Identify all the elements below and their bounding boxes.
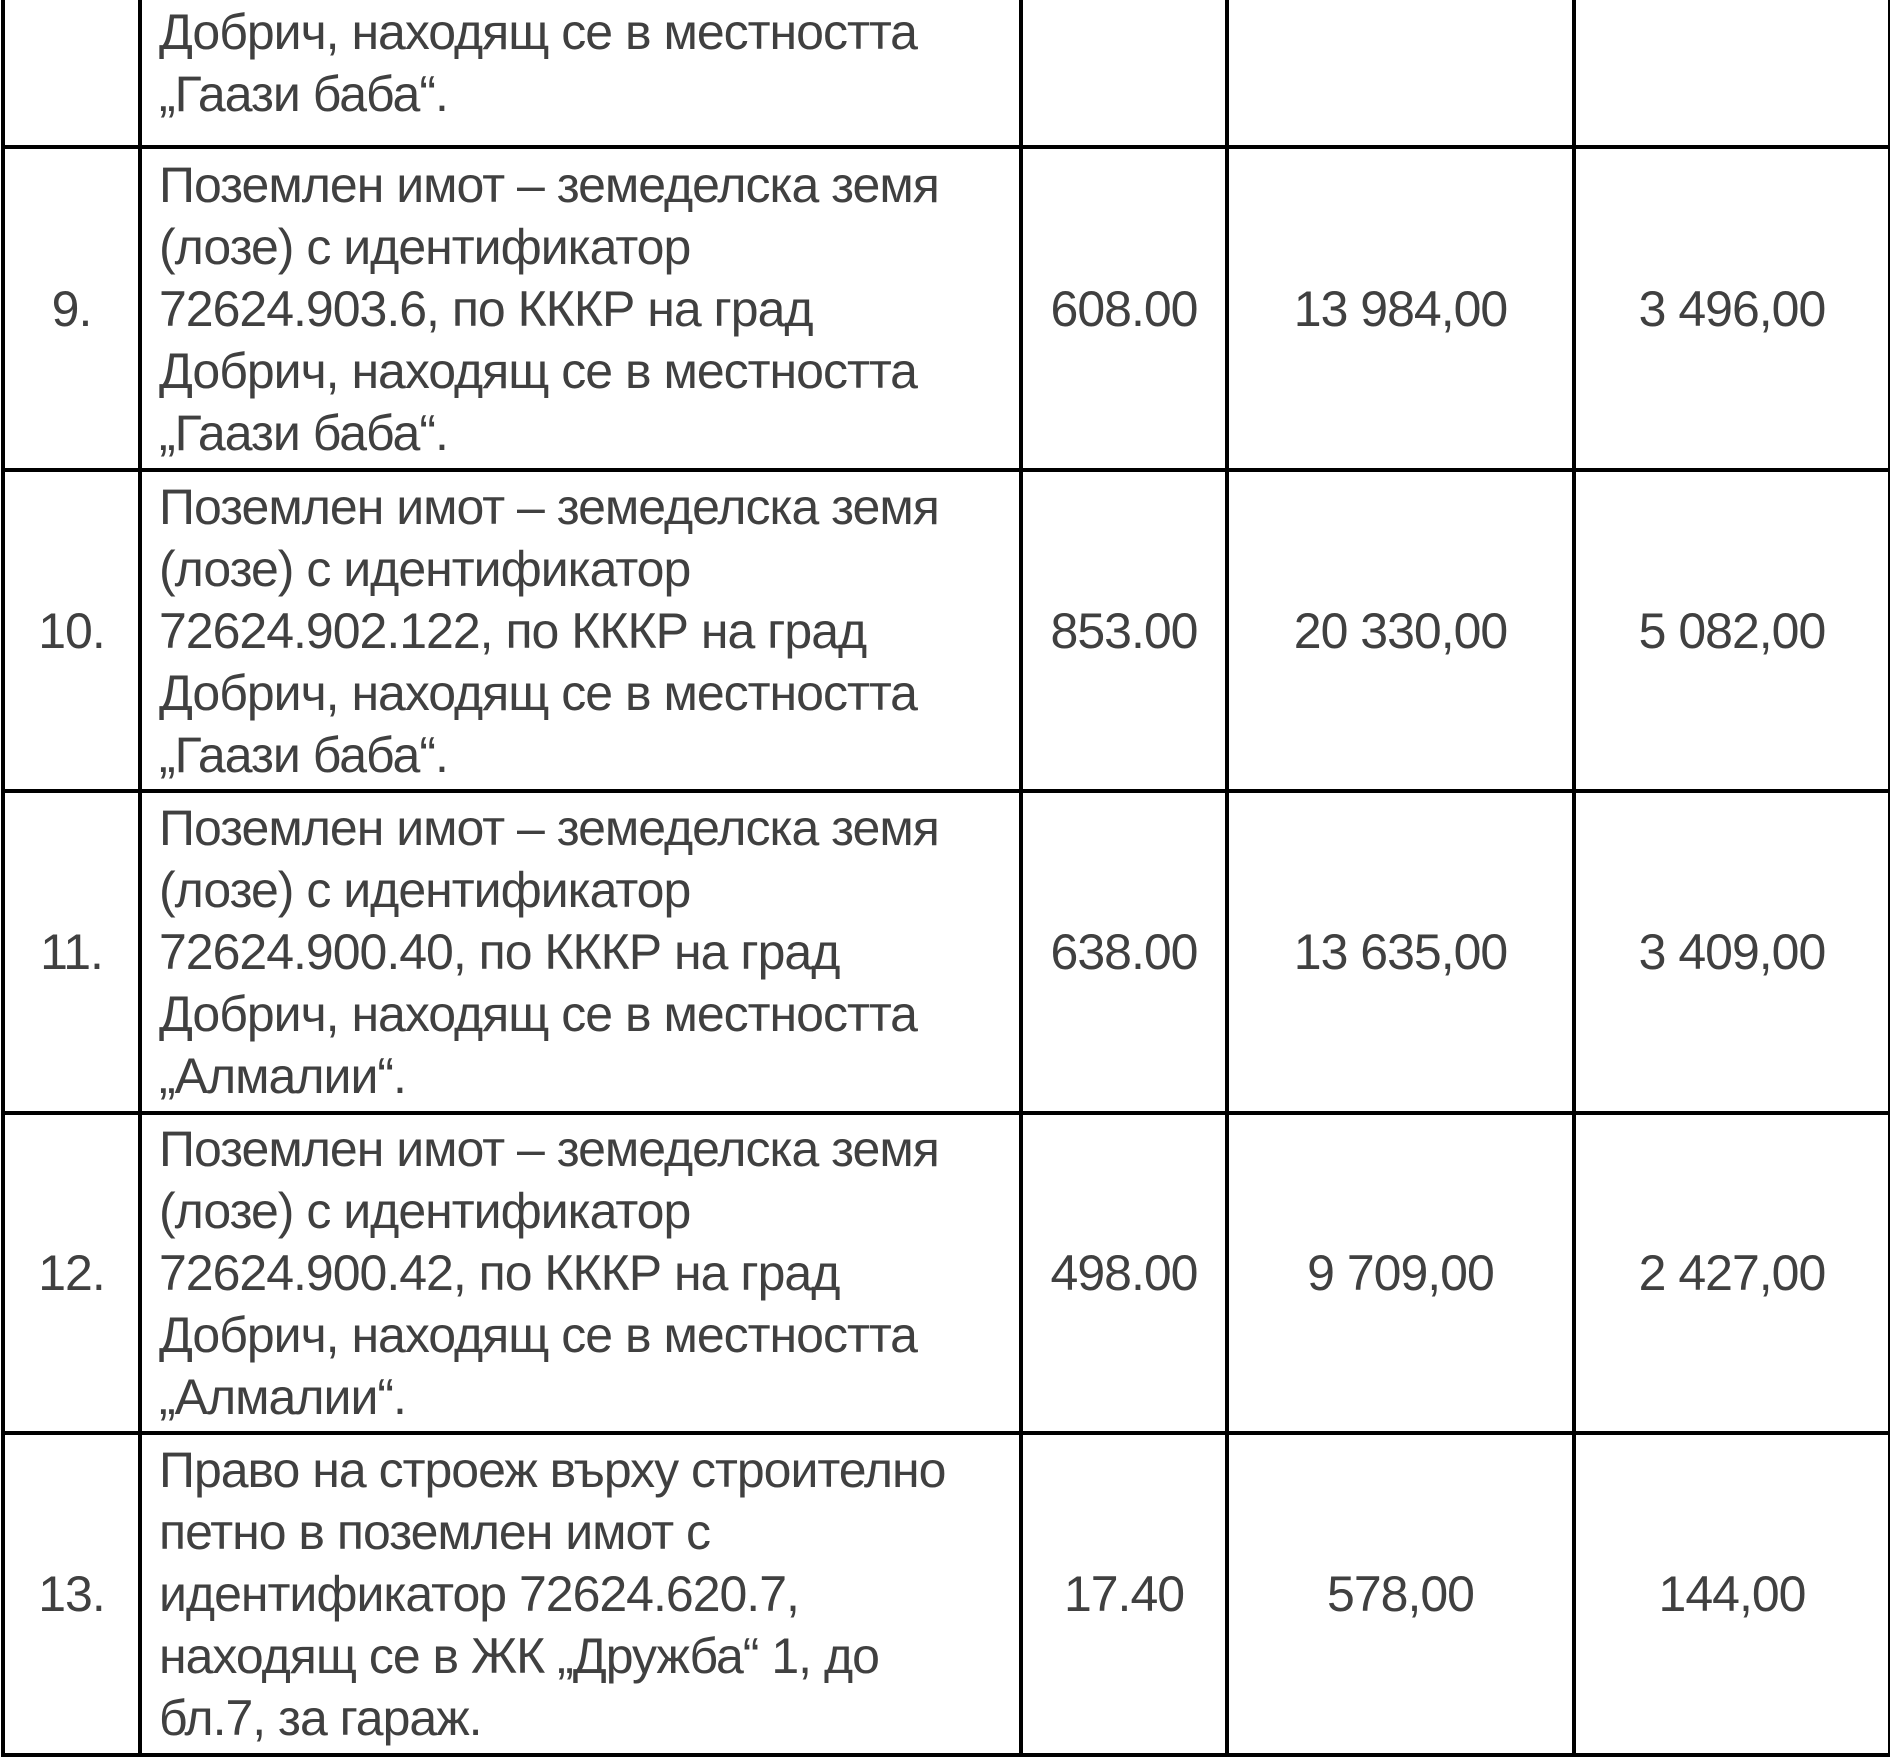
- description-line: Право на строеж върху строително: [159, 1442, 946, 1498]
- row-number-cell: [3, 0, 140, 147]
- description-line: 72624.902.122, по КККР на град: [159, 602, 867, 659]
- description-line: Поземлен имот – земеделска земя: [159, 800, 939, 856]
- property-table: [1, 0, 1890, 1757]
- description-line: „Алмалии“.: [159, 1369, 406, 1425]
- description-cell: [140, 470, 1021, 791]
- value-cell: 3 496,00: [1574, 147, 1890, 470]
- description-line: идентификатор 72624.620.7,: [159, 1566, 799, 1622]
- value-cell: [1227, 0, 1574, 147]
- table-row: [3, 147, 1890, 470]
- description-cell: [140, 0, 1021, 147]
- table-row: [3, 791, 1890, 1113]
- value-cell: 144,00: [1574, 1433, 1890, 1755]
- table-row: [3, 1113, 1890, 1433]
- description-line: „Гаази баба“.: [159, 66, 448, 122]
- value-cell: 5 082,00: [1574, 470, 1890, 791]
- description-line: Добрич, находящ се в местността: [159, 664, 917, 721]
- description-line: Поземлен имот – земеделска земя: [159, 156, 939, 213]
- value-cell: 13 984,00: [1227, 147, 1574, 470]
- description-line: петно в поземлен имот с: [159, 1504, 711, 1560]
- value-cell: 608.00: [1021, 147, 1227, 470]
- description-cell: [140, 1433, 1021, 1755]
- value-cell: 2 427,00: [1574, 1113, 1890, 1433]
- table-row: [3, 0, 1890, 147]
- description-line: Добрич, находящ се в местността: [159, 4, 917, 60]
- value-cell: [1574, 0, 1890, 147]
- description-line: (лозе) с идентификатор: [159, 1183, 691, 1239]
- description-line: Добрич, находящ се в местността: [159, 986, 917, 1042]
- description-line: Поземлен имот – земеделска земя: [159, 1121, 939, 1177]
- row-number-cell: 12.: [3, 1113, 140, 1433]
- table-row: [3, 1433, 1890, 1755]
- description-line: „Гаази баба“.: [159, 404, 448, 461]
- row-number-cell: 13.: [3, 1433, 140, 1755]
- description-cell: [140, 147, 1021, 470]
- description-line: бл.7, за гараж.: [159, 1690, 482, 1746]
- description-line: 72624.903.6, по КККР на град: [159, 280, 813, 337]
- description-line: „Алмалии“.: [159, 1048, 406, 1104]
- description-line: 72624.900.42, по КККР на град: [159, 1245, 840, 1301]
- row-number-cell: 11.: [3, 791, 140, 1113]
- value-cell: 3 409,00: [1574, 791, 1890, 1113]
- value-cell: 13 635,00: [1227, 791, 1574, 1113]
- description-line: (лозе) с идентификатор: [159, 218, 691, 275]
- value-cell: 9 709,00: [1227, 1113, 1574, 1433]
- description-line: 72624.900.40, по КККР на град: [159, 924, 840, 980]
- table-row: [3, 470, 1890, 791]
- description-line: Добрич, находящ се в местността: [159, 342, 917, 399]
- value-cell: 498.00: [1021, 1113, 1227, 1433]
- value-cell: 853.00: [1021, 470, 1227, 791]
- description-cell: [140, 791, 1021, 1113]
- description-line: (лозе) с идентификатор: [159, 862, 691, 918]
- value-cell: 17.40: [1021, 1433, 1227, 1755]
- description-line: Добрич, находящ се в местността: [159, 1307, 917, 1363]
- description-line: находящ се в ЖК „Дружба“ 1, до: [159, 1628, 879, 1684]
- value-cell: 638.00: [1021, 791, 1227, 1113]
- description-line: Поземлен имот – земеделска земя: [159, 478, 939, 535]
- description-line: (лозе) с идентификатор: [159, 540, 691, 597]
- description-line: „Гаази баба“.: [159, 726, 448, 783]
- value-cell: 578,00: [1227, 1433, 1574, 1755]
- value-cell: 20 330,00: [1227, 470, 1574, 791]
- value-cell: [1021, 0, 1227, 147]
- description-cell: [140, 1113, 1021, 1433]
- table-body: [3, 0, 1890, 1755]
- row-number-cell: 10.: [3, 470, 140, 791]
- row-number-cell: 9.: [3, 147, 140, 470]
